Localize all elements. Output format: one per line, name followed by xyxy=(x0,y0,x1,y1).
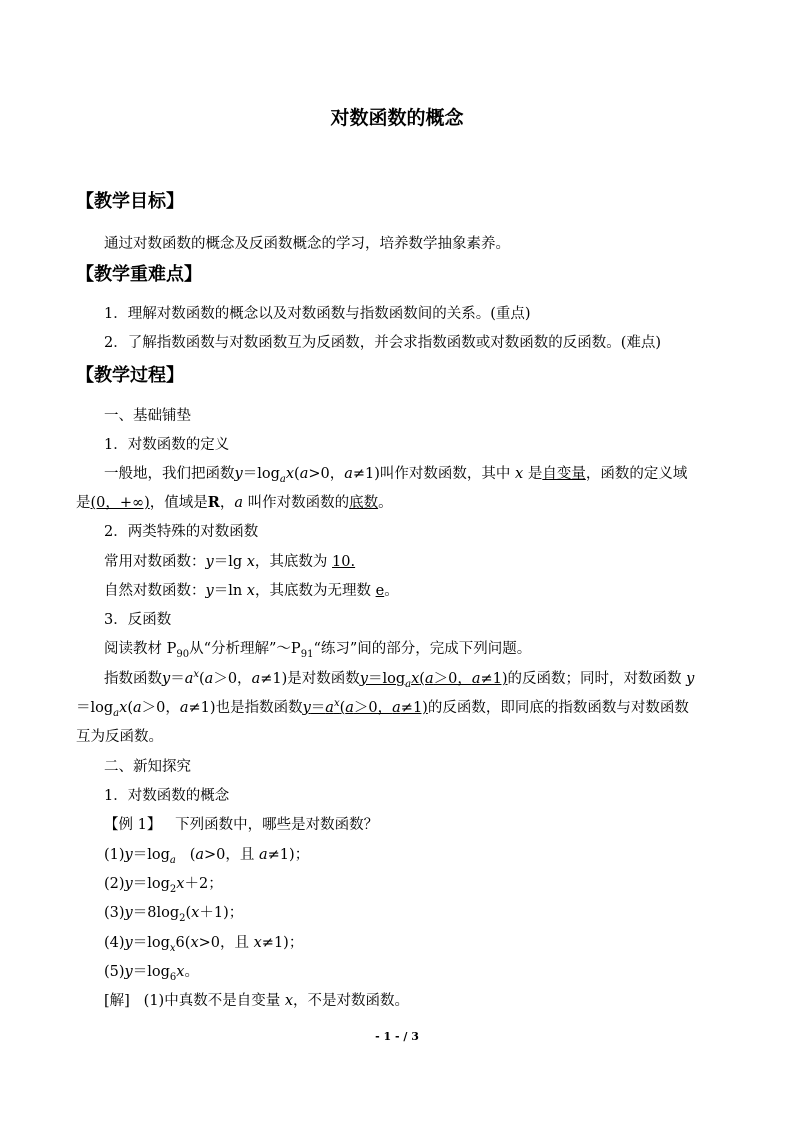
def2-range: R xyxy=(207,494,220,511)
def2-text-e: 。 xyxy=(378,495,393,511)
natural-text-a: 自然对数函数： xyxy=(104,583,206,599)
sub2-title: 2．两类特殊的对数函数 xyxy=(104,524,259,540)
solution-line: [解] (1)中真数不是自变量 x，不是对数函数。 xyxy=(104,993,409,1009)
inverse-line-1: 指数函数$y=a^x(a>0$，a≠1)是对数函数$y=\log_ax(a>0$，a≠1)的反函数；同时，对数函数 y xyxy=(104,669,695,690)
inv1-underline-log: $y=\log_ax(a>0$，a≠1) xyxy=(359,671,508,690)
page-number: - 1 - / 3 xyxy=(375,1030,419,1043)
read-text-a: 阅读教材 P xyxy=(104,641,177,657)
key-points-heading: 【教学重难点】 xyxy=(76,264,202,285)
def-text-c: 是 xyxy=(527,466,543,482)
page-title: 对数函数的概念 xyxy=(330,107,464,129)
inverse-line-2: $=\log_ax(a>0$，a≠1)也是指数函数$y=a^x(a>0$，a≠1)的反函数，即同底的指数函数与对数函数 xyxy=(76,698,689,719)
option-1: $(1)y=\log_a$ (a>0，且 a≠1)； xyxy=(104,847,310,866)
natural-log-line: 自然对数函数：y＝ln x，其底数为无理数 e。 xyxy=(104,583,399,599)
page-91: 91 xyxy=(300,648,314,660)
def-underline-variable: 自变量 xyxy=(542,466,586,482)
def2-text-c: ， xyxy=(219,495,235,511)
def2-underline-base: 底数 xyxy=(349,495,379,511)
part1-title: 一、基础铺垫 xyxy=(104,408,191,424)
key-point-2: 2．了解指数函数与对数函数互为反函数，并会求指数函数或对数函数的反函数。(难点) xyxy=(104,335,662,351)
natural-underline-e: e xyxy=(375,583,385,599)
solution-end: ，不是对数函数。 xyxy=(293,993,409,1009)
def2-underline-domain: (0，+∞) xyxy=(90,495,150,511)
key-point-1: 1．理解对数函数的概念以及对数函数与指数函数间的关系。(重点) xyxy=(104,306,531,322)
def2-text-b: ，值域是 xyxy=(149,495,208,511)
option-3: $(3)y=8\log_2(x+1)$； xyxy=(104,905,244,924)
reading-line xyxy=(104,639,531,659)
part2-title: 二、新知探究 xyxy=(104,759,191,775)
sub1-title: 1．对数函数的定义 xyxy=(104,437,230,453)
option-2: $(2)y=\log_2x+2$； xyxy=(104,876,223,895)
option-4: $(4)y=\log_x6(x>0$，且 x≠1)； xyxy=(104,935,304,954)
process-heading: 【教学过程】 xyxy=(76,365,184,386)
page-90: 90 xyxy=(176,648,190,660)
example-label: 【例 1】 xyxy=(104,817,162,833)
goals-text: 通过对数函数的概念及反函数概念的学习，培养数学抽象素养。 xyxy=(104,236,510,252)
def-text-b: 叫作对数函数，其中 xyxy=(379,466,511,482)
inv1-text-b: 是对数函数 xyxy=(287,671,360,687)
read-text-c: “练习”间的部分，完成下列问题。 xyxy=(313,641,532,657)
common-log-line: 常用对数函数：y＝lg x，其底数为 10. xyxy=(104,554,356,570)
def-formula: $y=\log_ax(a>0$，a≠1) xyxy=(234,466,380,485)
common-text-a: 常用对数函数： xyxy=(104,554,206,570)
def-text-a: 一般地，我们把函数 xyxy=(104,466,235,482)
inv1-text-a: 指数函数 xyxy=(104,671,162,687)
sub3-title: 3．反函数 xyxy=(104,612,172,628)
def2-text-d: 叫作对数函数的 xyxy=(247,495,350,511)
example-question: 下列函数中，哪些是对数函数？ xyxy=(175,817,379,833)
read-text-b: 从“分析理解”～P xyxy=(189,641,301,657)
inv2-text-b: 的反函数，即同底的指数函数与对数函数 xyxy=(427,700,689,716)
def2-text-a: 是 xyxy=(76,495,91,511)
solution-text: (1)中真数不是自变量 xyxy=(143,993,281,1009)
solution-label: [解] xyxy=(104,993,130,1009)
natural-text-b: ，其底数为无理数 xyxy=(254,583,371,599)
natural-text-c: 。 xyxy=(384,583,399,599)
inverse-line-3: 互为反函数。 xyxy=(76,729,163,745)
goals-heading: 【教学目标】 xyxy=(76,191,184,212)
common-underline-10: 10. xyxy=(332,554,356,570)
definition-line-2: 是(0，+∞)，值域是R，a 叫作对数函数的底数。 xyxy=(76,494,393,511)
inv2-text-a: 也是指数函数 xyxy=(215,700,303,716)
example-1 xyxy=(104,815,378,835)
option-5: $(5)y=\log_6x$。 xyxy=(104,964,199,983)
inv1-text-c: 的反函数；同时，对数函数 xyxy=(507,671,682,687)
inv2-underline-exp: $y=a^x(a>0$，a≠1) xyxy=(302,698,428,716)
common-text-b: ，其底数为 xyxy=(254,554,328,570)
definition-line-1: 一般地，我们把函数$y=\log_ax(a>0$，a≠1)叫作对数函数，其中 x 是自变量，函数的定义域 xyxy=(104,466,688,485)
def-text-d: ，函数的定义域 xyxy=(585,466,688,482)
sub4-title: 1．对数函数的概念 xyxy=(104,788,230,804)
